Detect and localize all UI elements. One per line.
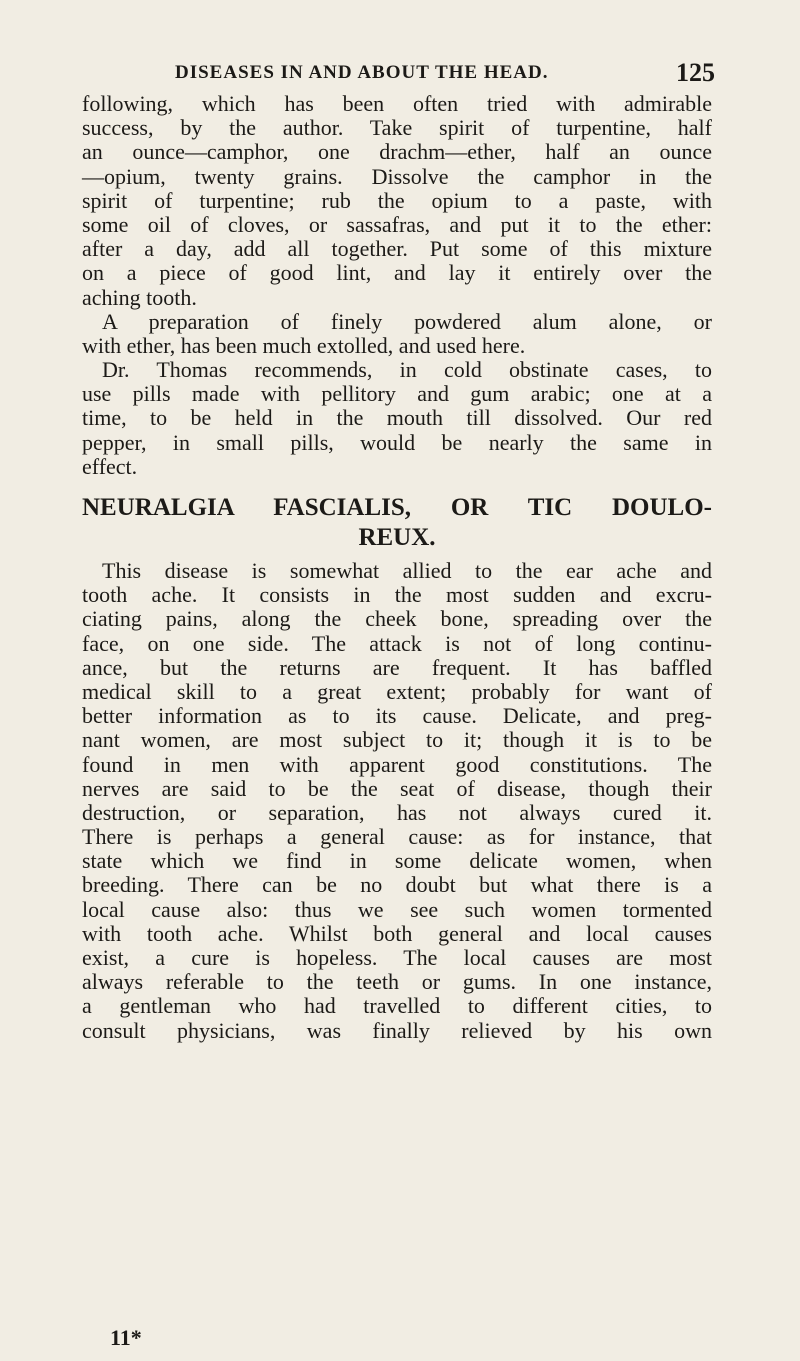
text-line: better information as to its cause. Delicate, and preg-: [82, 703, 712, 729]
text-line: spirit of turpentine; rub the opium to a paste, with: [82, 187, 712, 213]
text-line: pepper, in small pills, would be nearly the same in: [82, 429, 712, 455]
text-line: face, on one side. The attack is not of long continu-: [82, 630, 712, 656]
text-line: exist, a cure is hopeless. The local causes are most: [82, 945, 712, 970]
text-line: Dr. Thomas recommends, in cold obstinate cases, to: [102, 357, 712, 383]
running-head: [175, 58, 715, 90]
text-line: with tooth ache. Whilst both general and local causes: [82, 920, 712, 946]
text-line: use pills made with pellitory and gum arabic; one at a: [82, 381, 712, 407]
page-number: 125: [676, 58, 715, 87]
section-heading: NEURALGIA FASCIALIS, OR TIC DOULO-: [82, 494, 712, 521]
text-line: some oil of cloves, or sassafras, and put it to the ether:: [82, 211, 712, 237]
text-line: breeding. There can be no doubt but what there is a: [82, 872, 712, 898]
text-line: after a day, add all together. Put some of this mixture: [82, 236, 712, 262]
text-line: ciating pains, along the cheek bone, spreading over the: [82, 606, 712, 632]
text-line: nant women, are most subject to it; though it is to be: [82, 727, 712, 753]
text-line: an ounce—camphor, one drachm—ether, half an ounce: [82, 139, 712, 165]
text-line: ance, but the returns are frequent. It has baffled: [82, 654, 712, 680]
text-line: consult physicians, was finally relieved by his own: [82, 1017, 712, 1043]
text-line: —opium, twenty grains. Dissolve the camphor in the: [82, 163, 712, 189]
text-line: aching tooth.: [82, 284, 197, 310]
section-heading-continued: REUX.: [358, 524, 436, 551]
text-line: local cause also: thus we see such women tormented: [82, 896, 712, 922]
text-line: on a piece of good lint, and lay it entirely over the: [82, 260, 712, 286]
body-text: [82, 92, 712, 1043]
text-line: with ether, has been much extolled, and used here.: [82, 332, 526, 358]
text-line: success, by the author. Take spirit of turpentine, half: [82, 115, 712, 141]
text-line: state which we find in some delicate women, when: [82, 848, 712, 874]
text-line: always referable to the teeth or gums. In one instance,: [82, 969, 712, 995]
text-line: nerves are said to be the seat of disease, though their: [82, 775, 712, 801]
text-line: destruction, or separation, has not always cured it.: [82, 799, 712, 825]
text-line: medical skill to a great extent; probably for want of: [82, 678, 712, 704]
running-head-title: DISEASES IN AND ABOUT THE HEAD.: [175, 62, 549, 83]
text-line: effect.: [82, 453, 138, 479]
text-line: found in men with apparent good constitutions. The: [82, 751, 712, 777]
text-line: There is perhaps a general cause: as for instance, that: [82, 824, 712, 850]
text-line: a gentleman who had travelled to different cities, to: [82, 993, 712, 1019]
text-line: A preparation of finely powdered alum alone, or: [102, 308, 712, 334]
text-line: following, which has been often tried with admirable: [82, 91, 712, 116]
text-line: This disease is somewhat allied to the ear ache and: [102, 558, 712, 583]
text-line: time, to be held in the mouth till dissolved. Our red: [82, 405, 712, 431]
text-line: tooth ache. It consists in the most sudden and excru-: [82, 582, 712, 608]
signature-mark: 11*: [110, 1325, 142, 1350]
